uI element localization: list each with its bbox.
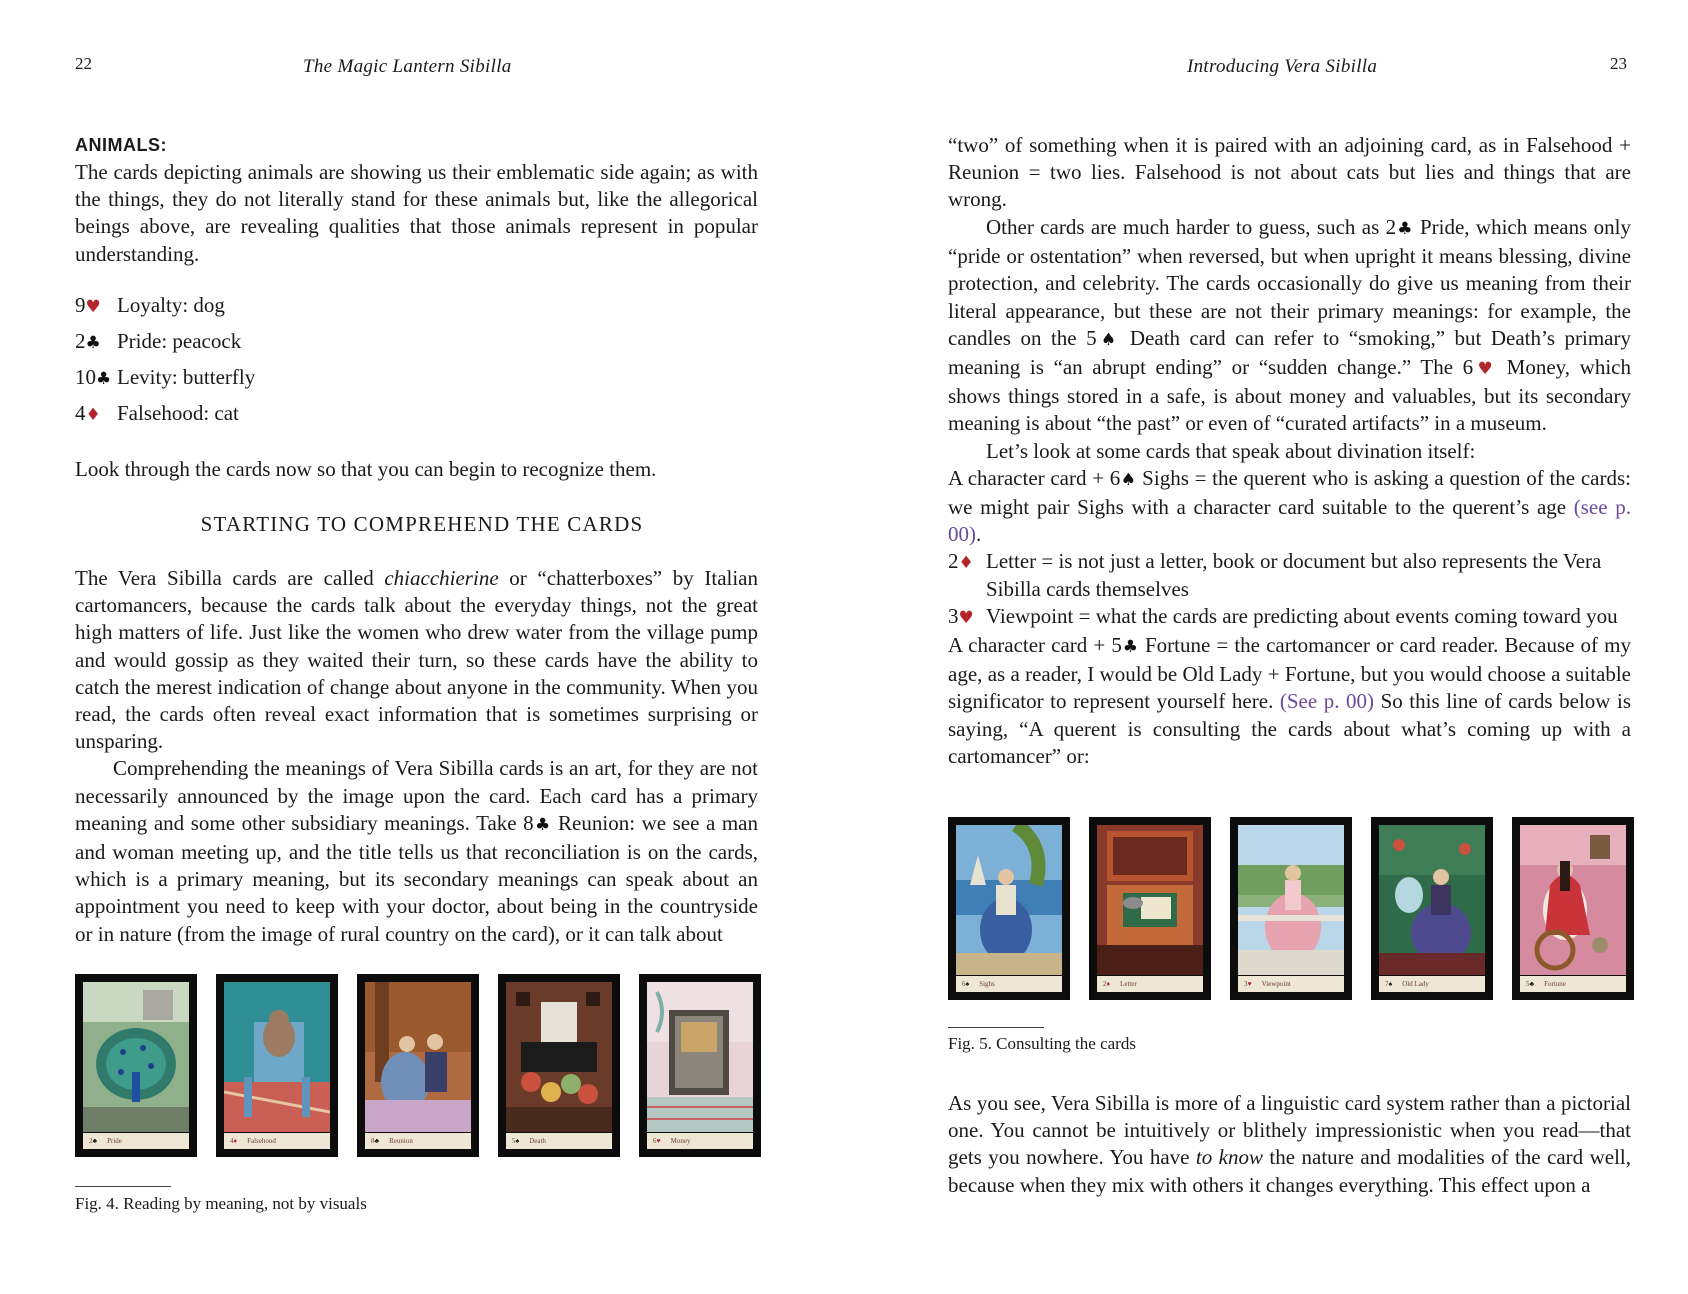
animal-list-item: [75, 365, 255, 401]
card-illustration: [1097, 825, 1203, 975]
card-index: 2♣: [89, 1137, 98, 1145]
running-head: Introducing Vera Sibilla: [1187, 56, 1378, 77]
animal-list: [75, 293, 255, 437]
card-name: Viewpoint: [1261, 980, 1291, 988]
card-illustration: [647, 982, 753, 1132]
tarot-card: [1512, 817, 1634, 1000]
card-name: Falsehood: [247, 1137, 276, 1145]
caption-rule: [75, 1186, 171, 1187]
card-label: [1379, 976, 1485, 992]
tarot-card: [1089, 817, 1211, 1000]
suit-icon: ♣: [85, 333, 101, 353]
suit-icon: ♥: [958, 607, 974, 628]
paragraph: Comprehending the meanings of Vera Sibilla cards is an art, for they are not necessarily announced by the image upon the card. Each card has a primary meaning and some other subsidiary meanings. Take 8♣ Reunion: we see a man and woman meeting up, and the title tells us that reconciliation is on the cards, which is a primary meaning, but its secondary meanings can speak about an appointment you need to keep with your doctor, about being in the countryside or in nature (from the image of rural country on the card), or it can talk about: [75, 756, 758, 946]
animals-heading: ANIMALS:: [75, 135, 167, 155]
card-illustration: [1238, 825, 1344, 975]
running-head: The Magic Lantern Sibilla: [303, 56, 512, 77]
paragraph: As you see, Vera Sibilla is more of a linguistic card system rather than a pictorial one. You cannot be intuitively or blithely impressionistic when you read—that gets you nowhere. You have to know the nature and modalities of the card well, because when they mix with others it changes everything. This effect upon a: [948, 1091, 1632, 1197]
tarot-card: [216, 974, 338, 1157]
card-index: 5♠: [512, 1137, 520, 1145]
card-label: [956, 976, 1062, 992]
suit-icon: ♦: [958, 553, 974, 574]
italic-term: to know: [1195, 1145, 1264, 1170]
card-index: 2♦: [1103, 980, 1111, 988]
card-name: Fortune: [1544, 980, 1566, 988]
animal-list-item: [75, 329, 255, 365]
club-suit-icon: ♣: [533, 814, 552, 835]
body-text: [948, 214, 1631, 770]
card-illustration: [956, 825, 1062, 975]
suit-icon: ♠: [1388, 980, 1393, 988]
card-label: [365, 1133, 471, 1149]
card-name: Money: [670, 1137, 691, 1145]
card-illustration: [506, 982, 612, 1132]
definition-list: [948, 548, 1631, 632]
definition-item: [948, 548, 1631, 602]
suit-icon: ♥: [656, 1137, 661, 1145]
suit-icon: ♦: [233, 1137, 238, 1145]
card-label: [224, 1133, 330, 1149]
card-label: [1238, 976, 1344, 992]
card-illustration: [83, 982, 189, 1132]
card-label: [506, 1133, 612, 1149]
card-name: Death: [529, 1137, 546, 1145]
card-label: [1097, 976, 1203, 992]
card-number: 10♣: [75, 365, 112, 389]
card-figure: [948, 817, 1653, 1000]
card-label: [1520, 976, 1626, 992]
spade-suit-icon: ♠: [1120, 469, 1137, 490]
animal-list-item: [75, 293, 255, 329]
spade-suit-icon: ♠: [1096, 329, 1121, 350]
card-number: 2♣: [75, 329, 101, 353]
section-heading: STARTING TO COMPREHEND THE CARDS: [200, 512, 644, 536]
tarot-card: [498, 974, 620, 1157]
suit-icon: ♦: [1106, 980, 1111, 988]
club-suit-icon: ♣: [1121, 637, 1139, 658]
card-illustration: [224, 982, 330, 1132]
paragraph: A character card + 5♣ Fortune = the cartomancer or card reader. Because of my age, as a reader, I would be Old Lady + Fortune, but you would choose a suitable significator to represent yourself here. (See p. 00) So this line of cards below is saying, “A querent is consulting the cards about what’s coming up with a cartomancer” or:: [948, 633, 1631, 768]
card-name: Reunion: [389, 1137, 413, 1145]
figure-caption: Fig. 4. Reading by meaning, not by visuals: [75, 1194, 367, 1213]
card-index: 3♥: [1244, 980, 1252, 988]
suit-icon: ♥: [85, 297, 101, 317]
suit-icon: ♥: [1247, 980, 1252, 988]
suit-icon: ♣: [374, 1137, 380, 1145]
right-page: [844, 0, 1688, 1294]
card-label: [647, 1133, 753, 1149]
paragraph: Other cards are much harder to guess, such as 2♣ Pride, which means only “pride or ostentation” when reversed, but when upright it means blessing, divine protection, and celebrity. The cards occasionally do give us meaning from their literal appearance, but these are not their primary meanings: for example, the candles on the 5♠ Death card can refer to “smoking,” but Death’s primary meaning is “an abrupt ending” or “sudden change.” The 6♥ Money, which shows things stored in a safe, is about money and valuables, but its secondary meaning is about “the past” or even of “curated artifacts” in a museum.: [948, 215, 1631, 436]
card-index: 6♠: [962, 980, 970, 988]
animal-meaning: Falsehood: cat: [117, 401, 239, 425]
page-number: 22: [75, 54, 92, 73]
card-name: Pride: [107, 1137, 122, 1145]
animal-meaning: Loyalty: dog: [117, 293, 225, 317]
suit-icon: ♣: [1529, 980, 1535, 988]
card-figure: [75, 974, 780, 1157]
figure-caption: Fig. 5. Consulting the cards: [948, 1034, 1136, 1053]
animals-outro: Look through the cards now so that you can begin to recognize them.: [75, 457, 657, 481]
tarot-card: [639, 974, 761, 1157]
card-number: 2♦: [948, 549, 974, 574]
card-index: 8♣: [371, 1137, 380, 1145]
suit-icon: ♦: [85, 405, 101, 425]
body-text: [948, 1090, 1631, 1199]
suit-icon: ♣: [92, 1137, 98, 1145]
paragraph: “two” of something when it is paired with an adjoining card, as in Falsehood + Reunion = two lies. Falsehood is not about cats but lies and things that are wrong.: [948, 133, 1631, 212]
definition-text: Viewpoint = what the cards are predicting about events coming toward you: [986, 603, 1618, 628]
definition-item: [948, 603, 1631, 632]
card-illustration: [365, 982, 471, 1132]
suit-icon: ♠: [515, 1137, 520, 1145]
animal-meaning: Pride: peacock: [117, 329, 242, 353]
suit-icon: ♠: [965, 980, 970, 988]
page-number: 23: [1610, 54, 1627, 73]
card-name: Sighs: [979, 980, 995, 988]
paragraph: The Vera Sibilla cards are called chiacchierine or “chatterboxes” by Italian cartomancers, because the cards talk about the everyday things, not the great high matters of life. Just like the women who drew water from the village pump and would gossip as they waited their turn, so these cards have the ability to catch the merest indication of change about anyone in the community. When you read, the cards often reveal exact information that is sometimes surprising or unsparing.: [75, 566, 758, 754]
card-illustration: [1520, 825, 1626, 975]
card-index: 4♦: [230, 1137, 238, 1145]
animals-section: [75, 132, 758, 268]
card-illustration: [1379, 825, 1485, 975]
animals-intro: The cards depicting animals are showing us their emblematic side again; as with the things, they do not literally stand for these animals but, like the allegorical beings above, are revealing qualities that those animals represent in popular understanding.: [75, 160, 758, 266]
paragraph: A character card + 6♠ Sighs = the querent who is asking a question of the cards: we might pair Sighs with a character card suitable to the querent’s age (see p. 00).: [948, 465, 1631, 547]
page-reference-link[interactable]: (see p. 00): [948, 495, 1631, 547]
tarot-card: [75, 974, 197, 1157]
definition-text: Letter = is not just a letter, book or document but also represents the Vera Sibilla cards themselves: [986, 549, 1602, 601]
tarot-card: [357, 974, 479, 1157]
tarot-card: [948, 817, 1070, 1000]
club-suit-icon: ♣: [1396, 219, 1414, 239]
tarot-card: [1230, 817, 1352, 1000]
card-number: 3♥: [948, 603, 974, 628]
card-index: 5♣: [1526, 980, 1535, 988]
card-label: [83, 1133, 189, 1149]
card-number: 4♦: [75, 401, 101, 425]
tarot-card: [1371, 817, 1493, 1000]
card-index: 7♠: [1385, 980, 1393, 988]
suit-icon: ♣: [96, 369, 112, 389]
animal-list-item: [75, 401, 255, 437]
card-name: Letter: [1120, 980, 1137, 988]
card-number: 9♥: [75, 293, 101, 317]
paragraph: Let’s look at some cards that speak about divination itself:: [986, 438, 1476, 463]
heart-suit-icon: ♥: [1473, 359, 1498, 380]
card-index: 6♥: [653, 1137, 661, 1145]
animal-meaning: Levity: butterfly: [117, 365, 256, 389]
page-reference-link[interactable]: (See p. 00): [1279, 689, 1375, 714]
caption-rule: [948, 1027, 1044, 1028]
italic-term: chiacchierine: [384, 566, 499, 590]
body-text: [75, 565, 758, 948]
card-name: Old Lady: [1402, 980, 1429, 988]
